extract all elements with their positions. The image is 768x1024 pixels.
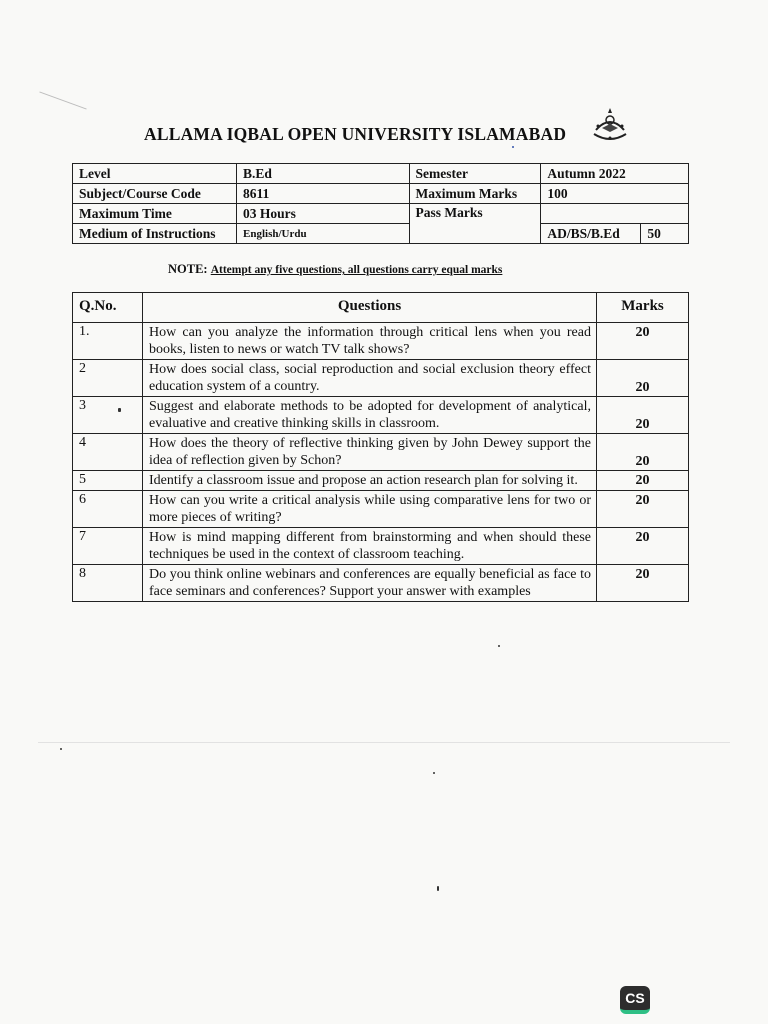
scan-speck [512,146,514,148]
max-time-label: Maximum Time [73,204,237,224]
question-number: 1. [73,323,143,360]
question-row [73,397,689,434]
instruction-note [168,262,502,277]
program-pass-value: 50 [641,224,689,244]
question-number: 5 [73,471,143,491]
question-marks: 20 [597,528,689,565]
course-code-label: Subject/Course Code [73,184,237,204]
info-row [73,164,689,184]
question-marks: 20 [597,434,689,471]
question-text: How can you analyze the information through critical lens when you read books, listen to news or watch TV talk shows? [143,323,597,360]
exam-info-table [72,163,689,244]
question-row [73,434,689,471]
level-value: B.Ed [237,164,410,184]
pass-marks-value [541,204,689,224]
info-row [73,184,689,204]
question-row [73,323,689,360]
qno-header: Q.No. [73,293,143,323]
question-marks: 20 [597,471,689,491]
university-title: ALLAMA IQBAL OPEN UNIVERSITY ISLAMABAD [144,124,567,144]
semester-value: Autumn 2022 [541,164,689,184]
question-text: How does the theory of reflective thinking given by John Dewey support the idea of reflection given by Schon? [143,434,597,471]
level-label: Level [73,164,237,184]
question-marks: 20 [597,491,689,528]
max-marks-label: Maximum Marks [409,184,541,204]
question-number: 2 [73,360,143,397]
marks-header: Marks [597,293,689,323]
question-text: Suggest and elaborate methods to be adopted for development of analytical, evaluative and creative thinking skills in classroom. [143,397,597,434]
question-marks: 20 [597,565,689,602]
scan-speck [433,772,435,774]
question-row [73,360,689,397]
question-text: Identify a classroom issue and propose an action research plan for solving it. [143,471,597,491]
note-text: Attempt any five questions, all questions carry equal marks [210,264,503,276]
question-row [73,565,689,602]
question-text: How is mind mapping different from brainstorming and when should these techniques be used in the context of classroom teaching. [143,528,597,565]
question-marks: 20 [597,360,689,397]
questions-table [72,292,689,602]
semester-label: Semester [409,164,541,184]
questions-header: Questions [143,293,597,323]
question-marks: 20 [597,323,689,360]
question-number: 4 [73,434,143,471]
question-row [73,491,689,528]
question-number: 3 [73,397,143,434]
question-text: How can you write a critical analysis while using comparative lens for two or more pieces of writing? [143,491,597,528]
scan-speck [498,645,500,647]
university-logo-icon [588,104,632,148]
note-prefix: NOTE: [168,262,208,276]
scan-artifact-line [39,91,86,109]
medium-label: Medium of Instructions [73,224,237,244]
max-time-value: 03 Hours [237,204,410,224]
question-text: How does social class, social reproduction and social exclusion theory effect education system of a country. [143,360,597,397]
info-row [73,224,689,244]
max-marks-value: 100 [541,184,689,204]
course-code-value: 8611 [237,184,410,204]
camscanner-logo-icon: CS [620,986,650,1014]
question-marks: 20 [597,397,689,434]
question-number: 6 [73,491,143,528]
questions-header-row [73,293,689,323]
question-text: Do you think online webinars and conferences are equally beneficial as face to face seminars and conferences? Support your answer with examples [143,565,597,602]
question-row [73,471,689,491]
scan-speck [437,886,439,891]
scan-speck [60,748,62,750]
scan-artifact-line [38,742,730,743]
info-row [73,204,689,224]
medium-value: English/Urdu [237,224,410,244]
question-number: 8 [73,565,143,602]
question-number: 7 [73,528,143,565]
question-row [73,528,689,565]
program-label: AD/BS/B.Ed [541,224,641,244]
pass-marks-label: Pass Marks [409,204,541,244]
